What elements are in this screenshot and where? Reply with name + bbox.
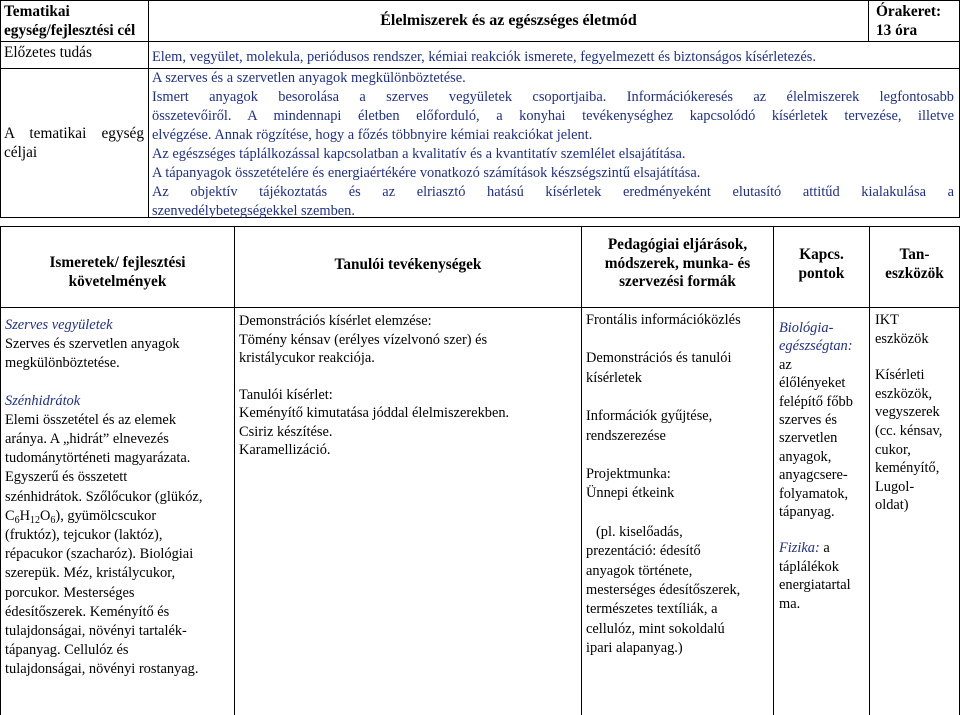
text-line: (fruktóz), tejcukor (laktóz),	[5, 527, 163, 544]
column-header-line: Ismeretek/ fejlesztési	[49, 254, 186, 271]
text-line: (cc. kénsav,	[875, 422, 943, 439]
goals-line: Ismert anyagok besorolása a szerves vegyületek csoportjaiba. Információkeresés az élelmiszerek legfontosabb	[152, 89, 954, 105]
text-line: keményítő,	[875, 460, 940, 477]
section-heading: Szerves vegyületek	[5, 317, 113, 333]
prior-knowledge-label: Előzetes tudás	[4, 44, 92, 61]
text-line: Szerves és szervetlen anyagok	[5, 336, 180, 353]
column-header-line: eszközök	[885, 264, 944, 282]
subject-heading: Biológia-	[779, 320, 834, 336]
goals-line: szenvedélybetegségekkel szemben.	[152, 203, 355, 219]
prior-knowledge-text: Elem, vegyület, molekula, periódusos rendszer, kémiai reakciók ismerete, fegyelmezett és biztonságos kísérletezés.	[152, 49, 816, 65]
text-line: szervetlen	[779, 430, 838, 447]
subject-heading: Fizika:	[779, 540, 820, 557]
goals-label-line-1: A tematikai egység	[4, 125, 144, 142]
requirements-cell	[5, 316, 233, 680]
text-line: Lugol-	[875, 478, 915, 495]
activities-cell	[239, 312, 579, 460]
goals-label-line-2: céljai	[4, 143, 38, 161]
formula-subscript: 6	[50, 514, 56, 526]
text-line: ma.	[779, 595, 801, 612]
text-line	[779, 539, 868, 557]
text-line: Elemi összetétel és az elemek	[5, 411, 177, 428]
text-line: szerves és	[779, 412, 837, 429]
text-line: aránya. A „hidrát” elnevezés	[5, 431, 169, 448]
column-header-line: Tan-	[899, 246, 930, 263]
text-line: folyamatok,	[779, 485, 849, 502]
text-line: táplálékok	[779, 558, 839, 575]
text-line: tulajdonságai, növényi rostanyag.	[5, 661, 199, 678]
column-header-methods	[582, 236, 773, 292]
text-line: anyagcsere-	[779, 467, 848, 484]
text-line: tápanyag.	[779, 504, 835, 521]
goals-line: Az objektív tájékoztatás és az elriasztó hatású kísérletek eredményeként elutasító attitűd kialakulása a	[152, 184, 954, 200]
goals-line: A tápanyagok összetételére és energiaértékére vonatkozó számítások készségszintű elsajátítása.	[152, 165, 701, 181]
formula-part: C	[5, 507, 15, 524]
text-line: Projektmunka:	[586, 466, 671, 483]
formula-subscript: 12	[30, 514, 41, 526]
text-line: vegyszerek	[875, 404, 940, 421]
formula-part: ), gyümölcscukor	[55, 507, 157, 524]
topic-label	[4, 3, 146, 40]
text-line: répacukor (szacharóz). Biológiai	[5, 546, 194, 563]
text-line: édesítőszerek. Keményítő és	[5, 603, 170, 620]
column-header-line: szervezési formák	[619, 273, 736, 290]
topic-label-line-2: egység/fejlesztési cél	[4, 21, 136, 39]
text-line: prezentáció: édesítő	[586, 543, 701, 560]
formula-subscript: 6	[14, 514, 20, 526]
text-line: szerepük. Méz, kristálycukor,	[5, 565, 176, 582]
column-header-line: Kapcs.	[799, 246, 844, 263]
text-line: szénhidrátok. Szőlőcukor (glükóz,	[5, 488, 203, 505]
text-line: cukor,	[875, 441, 911, 458]
connections-cell	[779, 319, 868, 613]
goals-line: A szerves és a szervetlen anyagok megkülönböztetése.	[152, 70, 466, 86]
methods-cell	[586, 311, 772, 659]
section-heading: Szénhidrátok	[5, 392, 81, 409]
text-line: anyagok,	[779, 448, 832, 465]
column-header-line: Pedagógiai eljárások,	[607, 236, 748, 253]
text-fragment: a	[819, 540, 830, 557]
topic-label-line-1: Tematikai	[4, 3, 70, 20]
text-line: eszközök	[875, 330, 929, 347]
text-line: élőlényeket	[779, 375, 846, 392]
text-line: Demonstrációs és tanulói	[586, 350, 732, 367]
column-header-tools	[870, 246, 959, 283]
text-line: tudománytörténeti magyarázata.	[5, 450, 191, 467]
text-line: megkülönböztetése.	[5, 355, 120, 372]
text-line: Karamellizáció.	[239, 442, 331, 458]
text-line: cellulóz, mint sokoldalú	[586, 620, 725, 637]
column-header-activities: Tanulói tevékenységek	[334, 256, 482, 273]
text-line: kísérletek	[586, 369, 642, 386]
text-line: Demonstrációs kísérlet elemzése:	[239, 313, 432, 329]
text-line: természetes textíliák, a	[586, 601, 718, 618]
text-line: IKT	[875, 312, 899, 328]
text-line: kristálycukor reakciója.	[239, 350, 375, 366]
formula-part: O	[40, 507, 51, 524]
text-line: oldat)	[875, 497, 909, 514]
goals-line: Az egészséges táplálkozással kapcsolatban a kvalitatív és a kvantitatív szemlélet elsajátítása.	[152, 146, 686, 162]
text-line: mesterséges édesítőszerek,	[586, 582, 741, 599]
text-line: Információk gyűjtése,	[586, 408, 713, 425]
text-line: porcukor. Mesterséges	[5, 584, 135, 601]
goals-line: összetevőiről. A mindennapi életben előforduló, a konyhai tevékenységhez kapcsolódó kísérletek tervezése, illetve	[152, 108, 954, 124]
column-header-line: pontok	[798, 264, 845, 282]
tools-cell	[875, 311, 959, 515]
column-header-line: követelmények	[68, 272, 167, 290]
column-header-requirements	[1, 254, 234, 291]
hours-value: 13 óra	[876, 21, 918, 39]
text-line: Keményítő kimutatása jóddal élelmiszerekben.	[239, 405, 510, 421]
subject-heading: egészségtan:	[779, 338, 853, 355]
text-line: Frontális információközlés	[586, 312, 741, 328]
text-line: tápanyag. Cellulóz és	[5, 642, 129, 659]
formula-line	[5, 507, 233, 526]
column-header-connections	[774, 246, 869, 283]
goals-text	[152, 69, 954, 221]
text-line: (pl. kiselőadás,	[596, 523, 683, 540]
text-line: rendszerezése	[586, 427, 666, 444]
text-line: anyagok története,	[586, 562, 693, 579]
text-line: Kísérleti	[875, 367, 925, 384]
text-line: felépítő főbb	[779, 393, 853, 410]
text-line: Tanulói kísérlet:	[239, 386, 333, 403]
text-line: Egyszerű és összetett	[5, 469, 128, 486]
text-line: ipari alapanyag.)	[586, 640, 683, 657]
formula-part: H	[19, 507, 31, 524]
column-header-line: módszerek, munka- és	[604, 254, 751, 272]
text-line: Ünnepi étkeink	[586, 485, 675, 502]
text-line: az	[779, 356, 792, 373]
text-line: tulajdonságai, növényi tartalék-	[5, 623, 187, 640]
text-line: Tömény kénsav (erélyes vízelvonó szer) és	[239, 331, 488, 348]
hours-label: Órakeret:	[876, 3, 942, 20]
goals-label	[4, 125, 144, 162]
hours-box	[876, 3, 958, 40]
page-title: Élelmiszerek és az egészséges életmód	[380, 12, 637, 29]
text-line: eszközök,	[875, 385, 933, 402]
goals-line: elvégzése. Annak rögzítése, hogy a főzés többnyire kémiai reakciókat jelent.	[152, 127, 593, 143]
text-line: Csiriz készítése.	[239, 423, 333, 440]
text-line: energiatartal	[779, 577, 851, 594]
